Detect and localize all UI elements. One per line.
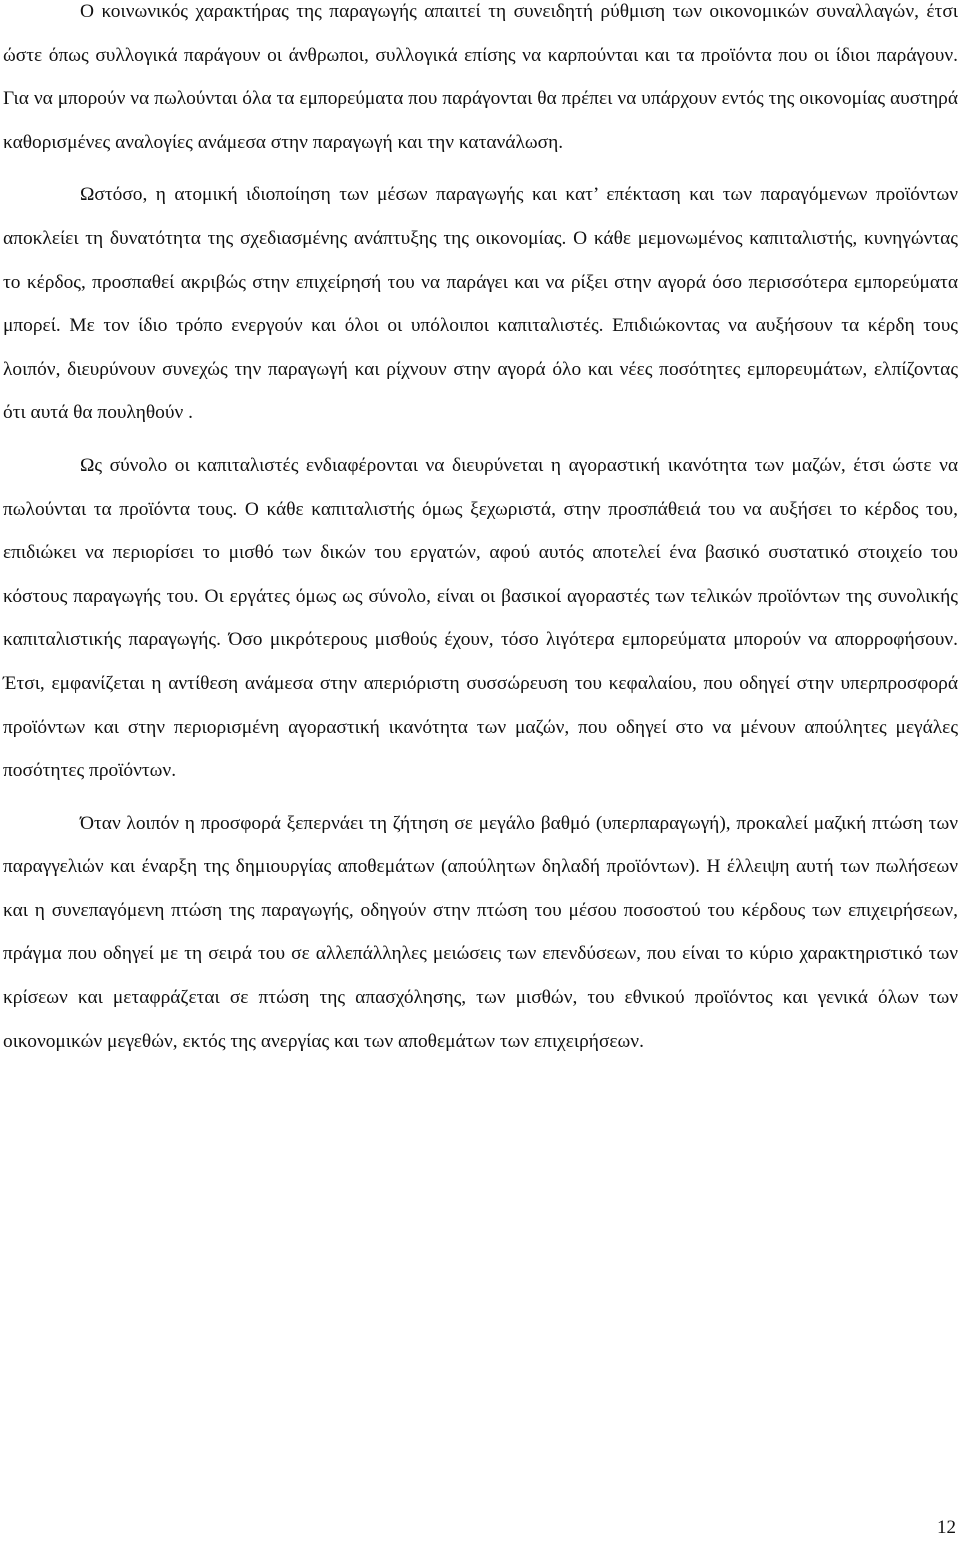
paragraph-1: Ο κοινωνικός χαρακτήρας της παραγωγής απαιτεί τη συνειδητή ρύθμιση των οικονομικών συναλλαγών, έτσι ώστε όπως συλλογικά παράγουν οι άνθρωποι, συλλογικά επίσης να καρπούνται και τα προϊόντα που οι ίδιοι παράγουν. Για να μπορούν να πωλούνται όλα τα εμπορεύματα που παράγονται θα πρέπει να υπάρχουν εντός της οικονομίας αυστηρά καθορισμένες αναλογίες ανάμεσα στην παραγωγή και την κατανάλωση.	[3, 1, 958, 153]
paragraph-4: Όταν λοιπόν η προσφορά ξεπερνάει τη ζήτηση σε μεγάλο βαθμό (υπερπαραγωγή), προκαλεί μαζική πτώση των παραγγελιών και έναρξη της δημιουργίας αποθεμάτων (απούλητων δηλαδή προϊόντων). Η έλλειψη αυτή των πωλήσεων και η συνεπαγόμενη πτώση της παραγωγής, οδηγούν στην πτώση του μέσου ποσοστού του κέρδους των επιχειρήσεων, πράγμα που οδηγεί με τη σειρά του σε αλλεπάλληλες μειώσεις των επενδύσεων, που είναι το κύριο χαρακτηριστικό των κρίσεων και μεταφράζεται σε πτώση της απασχόλησης, των μισθών, του εθνικού προϊόντος και γενικά όλων των οικονομικών μεγεθών, εκτός της ανεργίας και των αποθεμάτων των επιχειρήσεων.	[3, 812, 958, 1052]
paragraph-3: Ως σύνολο οι καπιταλιστές ενδιαφέρονται να διευρύνεται η αγοραστική ικανότητα των μαζών, έτσι ώστε να πωλούνται τα προϊόντα τους. Ο κάθε καπιταλιστής όμως ξεχωριστά, στην προσπάθειά του να αυξήσει το κέρδος του, επιδιώκει να περιορίσει το μισθό των δικών του εργατών, αφού αυτός αποτελεί ένα βασικό συστατικό στοιχείο του κόστους παραγωγής του. Οι εργάτες όμως ως σύνολο, είναι οι βασικοί αγοραστές των τελικών προϊόντων της συνολικής καπιταλιστικής παραγωγής. Όσο μικρότερους μισθούς έχουν, τόσο λιγότερα εμπορεύματα μπορούν να απορροφήσουν. Έτσι, εμφανίζεται η αντίθεση ανάμεσα στην απεριόριστη συσσώρευση του κεφαλαίου, που οδηγεί στην υπερπροσφορά προϊόντων και στην περιορισμένη αγοραστική ικανότητα των μαζών, που οδηγεί στο να μένουν απούλητες μεγάλες ποσότητες προϊόντων.	[3, 454, 958, 782]
document-page	[3, 0, 958, 1072]
paragraph-2: Ωστόσο, η ατομική ιδιοποίηση των μέσων παραγωγής και κατ’ επέκταση και των παραγόμενων προϊόντων αποκλείει τη δυνατότητα της σχεδιασμένης ανάπτυξης της οικονομίας. Ο κάθε μεμονωμένος καπιταλιστής, κυνηγώντας το κέρδος, προσπαθεί ακριβώς στην επιχείρησή του να παράγει και να ρίξει στην αγορά όσο περισσότερα εμπορεύματα μπορεί. Με τον ίδιο τρόπο ενεργούν και όλοι οι υπόλοιποι καπιταλιστές. Επιδιώκοντας να αυξήσουν τα κέρδη τους λοιπόν, διευρύνουν συνεχώς την παραγωγή και ρίχνουν στην αγορά όλο και νέες ποσότητες εμπορευμάτων, ελπίζοντας ότι αυτά θα πουληθούν .	[3, 184, 958, 424]
page-number: 12	[937, 1517, 956, 1538]
